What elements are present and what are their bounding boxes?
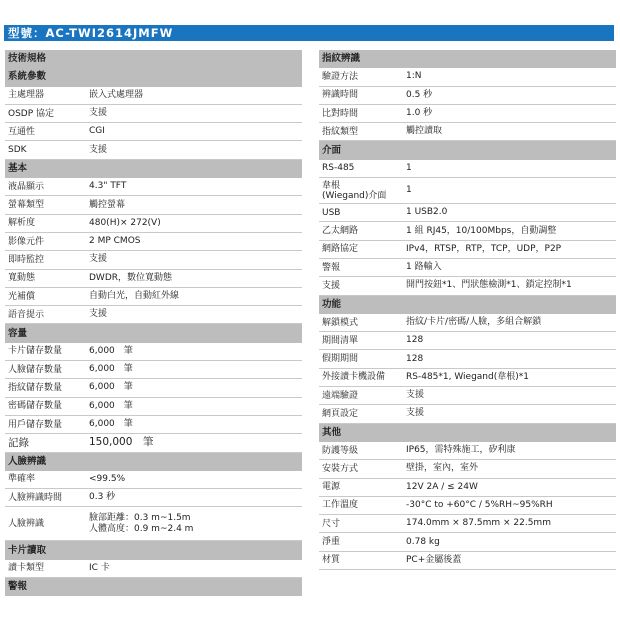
spec-label: 解鎖模式 <box>322 317 359 328</box>
spec-value: 支援 <box>406 390 425 401</box>
spec-row <box>5 178 302 196</box>
spec-label: 人臉辨識 <box>8 518 45 529</box>
spec-value: 臉部距離：0.3 m~1.5m 人體高度：0.9 m~2.4 m <box>89 512 194 534</box>
spec-label: 淨重 <box>322 537 341 548</box>
spec-label: 密碼儲存數量 <box>8 401 63 412</box>
spec-value: 開門按鈕*1、門狀態檢測*1、鎖定控制*1 <box>406 280 572 291</box>
spec-label: 讀卡類型 <box>8 563 45 574</box>
spec-value: CGI <box>89 126 105 137</box>
spec-value: 支援 <box>89 108 108 119</box>
spec-value: 12V 2A / ≤ 24W <box>406 481 478 492</box>
spec-value: 1 USB2.0 <box>406 207 448 218</box>
spec-label: 遠端驗證 <box>322 390 359 401</box>
spec-label: 網路協定 <box>322 244 359 255</box>
spec-label: 支援 <box>322 280 341 291</box>
spec-row <box>5 434 302 452</box>
spec-row <box>5 343 302 361</box>
spec-value: 1:N <box>406 71 422 82</box>
section-title: 指紋辨識 <box>322 53 361 65</box>
spec-label: 指紋儲存數量 <box>8 382 63 393</box>
spec-value: DWDR，數位寬動態 <box>89 272 173 283</box>
spec-row <box>319 68 616 86</box>
spec-label: SDK <box>8 145 27 156</box>
spec-label: 記錄 <box>8 436 29 449</box>
spec-row <box>5 489 302 507</box>
spec-value: 0.5 秒 <box>406 89 433 100</box>
section-header <box>5 541 302 559</box>
spec-label: 影像元件 <box>8 236 45 247</box>
spec-row <box>319 160 616 178</box>
spec-label: 辨識時間 <box>322 90 359 101</box>
spec-row <box>5 87 302 105</box>
section-title: 基本 <box>8 162 28 174</box>
spec-value: 支援 <box>406 408 425 419</box>
spec-value: 1 組 RJ45，10/100Mbps，自動調整 <box>406 225 557 236</box>
spec-value: RS-485*1, Wiegand(韋根)*1 <box>406 371 529 382</box>
spec-label: 電源 <box>322 482 341 493</box>
spec-value: 6,000 筆 <box>89 364 133 375</box>
spec-label: 人臉辨識時間 <box>8 492 63 503</box>
spec-label: 安裝方式 <box>322 463 359 474</box>
spec-value: 1 <box>406 162 412 173</box>
spec-value: 128 <box>406 335 424 346</box>
spec-column-left <box>5 50 302 596</box>
spec-label: 乙太網路 <box>322 226 359 237</box>
spec-label: USB <box>322 207 341 218</box>
spec-row <box>319 497 616 515</box>
spec-column-right <box>319 50 616 570</box>
spec-row <box>5 416 302 434</box>
section-header <box>5 68 302 86</box>
section-header <box>319 424 616 442</box>
spec-row <box>5 288 302 306</box>
spec-value: PC+金屬後蓋 <box>406 554 462 565</box>
spec-label: 寬動態 <box>8 273 36 284</box>
spec-value: 0.78 kg <box>406 536 440 547</box>
section-title: 功能 <box>322 298 342 310</box>
spec-row <box>319 332 616 350</box>
spec-label: 用戶儲存數量 <box>8 419 63 430</box>
spec-label: 主處理器 <box>8 90 45 101</box>
section-header <box>5 160 302 178</box>
spec-label: 語音提示 <box>8 309 45 320</box>
spec-row <box>319 460 616 478</box>
spec-row <box>5 361 302 379</box>
spec-row <box>319 314 616 332</box>
section-title: 技術規格 <box>8 53 47 65</box>
spec-value: <99.5% <box>89 473 126 484</box>
spec-row <box>319 222 616 240</box>
spec-label: RS-485 <box>322 163 355 174</box>
spec-label: 驗證方法 <box>322 71 359 82</box>
spec-value: -30°C to +60°C / 5%RH~95%RH <box>406 499 553 510</box>
spec-value: 自動白光，自動紅外線 <box>89 291 180 301</box>
spec-value: 480(H)× 272(V) <box>89 217 161 228</box>
spec-row <box>5 379 302 397</box>
spec-value: 支援 <box>89 144 108 155</box>
spec-label: 材質 <box>322 555 341 566</box>
spec-row <box>5 123 302 141</box>
spec-row <box>319 350 616 368</box>
section-header <box>319 141 616 159</box>
spec-value: 0.3 秒 <box>89 492 116 503</box>
spec-value: 6,000 筆 <box>89 345 133 356</box>
spec-row <box>319 533 616 551</box>
spec-label: 解析度 <box>8 218 36 229</box>
spec-row <box>5 105 302 123</box>
spec-row <box>5 560 302 578</box>
spec-label: 即時監控 <box>8 254 45 265</box>
spec-label: 假期期間 <box>322 354 359 365</box>
spec-label: 準確率 <box>8 474 36 485</box>
section-header <box>5 453 302 471</box>
spec-row <box>5 507 302 541</box>
spec-row <box>319 552 616 570</box>
section-title: 介面 <box>322 144 342 156</box>
spec-row <box>5 215 302 233</box>
spec-label: 比對時間 <box>322 108 359 119</box>
section-title: 卡片讀取 <box>8 544 47 556</box>
spec-value: 1 <box>406 185 412 196</box>
spec-label: 指紋類型 <box>322 126 359 137</box>
spec-value: 2 MP CMOS <box>89 236 141 247</box>
spec-value: 150,000 筆 <box>89 436 154 449</box>
spec-label: 防護等級 <box>322 445 359 456</box>
spec-label: OSDP 協定 <box>8 108 55 119</box>
section-header <box>5 578 302 596</box>
spec-row <box>319 241 616 259</box>
model-title-bar: 型號：AC-TWI2614JMFW <box>4 25 614 41</box>
spec-row <box>5 306 302 324</box>
spec-value: 4.3" TFT <box>89 181 127 192</box>
section-title: 其他 <box>322 426 342 438</box>
section-header <box>319 50 616 68</box>
spec-row <box>319 259 616 277</box>
section-title: 容量 <box>8 327 28 339</box>
spec-row <box>319 369 616 387</box>
spec-row <box>319 105 616 123</box>
spec-value: 支援 <box>89 309 108 320</box>
section-title: 警報 <box>8 581 28 593</box>
spec-value: 支援 <box>89 254 108 265</box>
spec-row <box>319 178 616 204</box>
section-title: 系統參數 <box>8 71 47 83</box>
spec-row <box>319 123 616 141</box>
spec-value: IPv4，RTSP，RTP，TCP，UDP，P2P <box>406 243 562 254</box>
spec-value: 174.0mm × 87.5mm × 22.5mm <box>406 518 551 529</box>
spec-value: 6,000 筆 <box>89 400 133 411</box>
spec-value: IC 卡 <box>89 562 110 573</box>
spec-value: 壁掛，室內，室外 <box>406 463 479 474</box>
spec-value: 觸控螢幕 <box>89 199 126 210</box>
spec-label: 互通性 <box>8 126 36 137</box>
spec-label: 液晶顯示 <box>8 181 45 192</box>
spec-row <box>319 87 616 105</box>
spec-value: 觸控讀取 <box>406 126 443 137</box>
spec-label: 螢幕類型 <box>8 200 45 211</box>
spec-row <box>319 204 616 222</box>
spec-value: 1 路輸入 <box>406 262 442 273</box>
spec-label: 卡片儲存數量 <box>8 346 63 357</box>
spec-label: 韋根 (Wiegand)介面 <box>322 180 387 201</box>
spec-label: 尺寸 <box>322 518 341 529</box>
spec-row <box>5 270 302 288</box>
spec-row <box>5 251 302 269</box>
spec-row <box>5 398 302 416</box>
spec-row <box>5 196 302 214</box>
section-title: 人臉辨識 <box>8 455 47 467</box>
spec-row <box>5 471 302 489</box>
spec-label: 外接讀卡機設備 <box>322 372 386 383</box>
spec-value: 1.0 秒 <box>406 108 433 119</box>
spec-label: 期間清單 <box>322 335 359 346</box>
spec-row <box>319 515 616 533</box>
spec-row <box>319 479 616 497</box>
spec-value: 6,000 筆 <box>89 419 133 430</box>
spec-label: 光補償 <box>8 291 36 302</box>
section-header <box>319 296 616 314</box>
spec-row <box>5 233 302 251</box>
spec-label: 警報 <box>322 262 341 273</box>
spec-label: 人臉儲存數量 <box>8 364 63 375</box>
spec-label: 網頁設定 <box>322 408 359 419</box>
spec-row <box>5 141 302 159</box>
spec-value: 128 <box>406 353 424 364</box>
spec-row <box>319 387 616 405</box>
spec-value: 嵌入式處理器 <box>89 89 144 100</box>
section-header <box>5 50 302 68</box>
spec-value: IP65，需特殊施工，矽利康 <box>406 445 516 456</box>
spec-row <box>319 405 616 423</box>
spec-row <box>319 277 616 295</box>
spec-value: 6,000 筆 <box>89 382 133 393</box>
spec-value: 指紋/卡片/密碼/人臉，多組合解鎖 <box>406 317 542 327</box>
spec-label: 工作溫度 <box>322 500 359 511</box>
spec-row <box>319 442 616 460</box>
section-header <box>5 324 302 342</box>
